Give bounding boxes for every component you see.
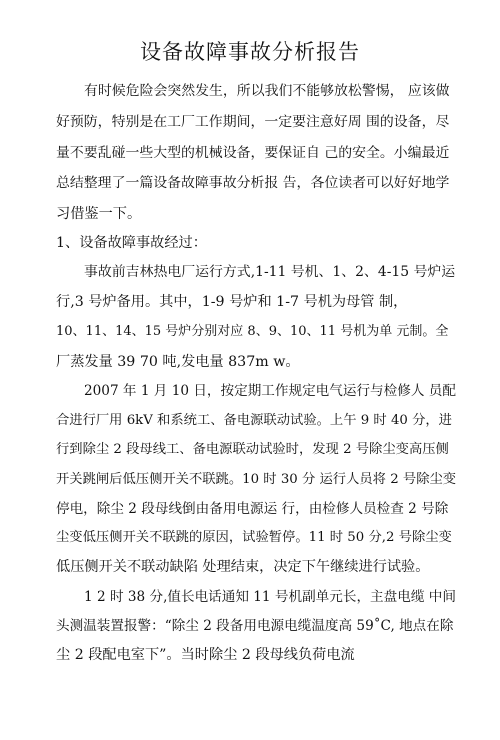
paragraph-line: 厂蒸发量 39 70 吨,发电量 837m w。	[56, 354, 300, 370]
paragraph-line: 停电，除尘 2 段母线倒由备用电源运 行，由检修人员检查 2 号除	[56, 501, 449, 517]
paragraph-line: 开关跳闸后低压侧开关不联跳。10 时 30 分 运行人员将 2 号除尘变	[56, 472, 457, 487]
paragraph-line: 事故前吉林热电厂运行方式,1-11 号机、1、2、4-15 号炉运	[84, 264, 456, 280]
paragraph-line: 头测温装置报警：“除尘 2 段备用电源电缆温度高 59˚C, 地点在除	[56, 618, 454, 634]
paragraph-line: 10、11、14、15 号炉分别对应 8、9、10、11 号机为单 元制。全	[56, 324, 449, 339]
paragraph-line: 习借鉴一下。	[56, 206, 142, 222]
paragraph-line: 尘 2 段配电室下”。当时除尘 2 段母线负荷电流	[56, 647, 355, 663]
paragraph-line: 尘变低压侧开关不联跳的原因，试验暂停。11 时 50 分,2 号除尘变	[56, 530, 452, 545]
paragraph-line: 行到除尘 2 段母线工、备电源联动试验时，发现 2 号除尘变高压侧	[56, 442, 449, 457]
paragraph-line: 2007 年 1 月 10 日，按定期工作规定电气运行与检修人 员配	[84, 383, 456, 399]
paragraph-line: 合进行厂用 6kV 和系统工、备电源联动试验。上午 9 时 40 分，进	[56, 413, 452, 428]
section-heading: 1、设备故障事故经过：	[56, 235, 207, 251]
paragraph-line: 有时候危险会突然发生，所以我们不能够放松警惕， 应该做	[84, 83, 450, 99]
paragraph-line: 1 2 时 38 分,值长电话通知 11 号机副单元长，主盘电缆 中间	[84, 589, 456, 605]
document-title: 设备故障事故分析报告	[140, 40, 360, 64]
paragraph-line: 低压侧开关不联动缺陷 处理结束，决定下午继续进行试验。	[56, 559, 430, 575]
paragraph-line: 好预防，特别是在工厂工作期间，一定要注意好周 围的设备，尽	[56, 114, 450, 130]
paragraph-line: 行,3 号炉备用。其中，1-9 号炉和 1-7 号机为母管 制，	[56, 294, 408, 310]
paragraph-line: 量不要乱碰一些大型的机械设备，要保证自 己的安全。小编最近	[56, 145, 450, 161]
paragraph-line: 总结整理了一篇设备故障事故分析报 告，各位读者可以好好地学	[56, 175, 450, 191]
